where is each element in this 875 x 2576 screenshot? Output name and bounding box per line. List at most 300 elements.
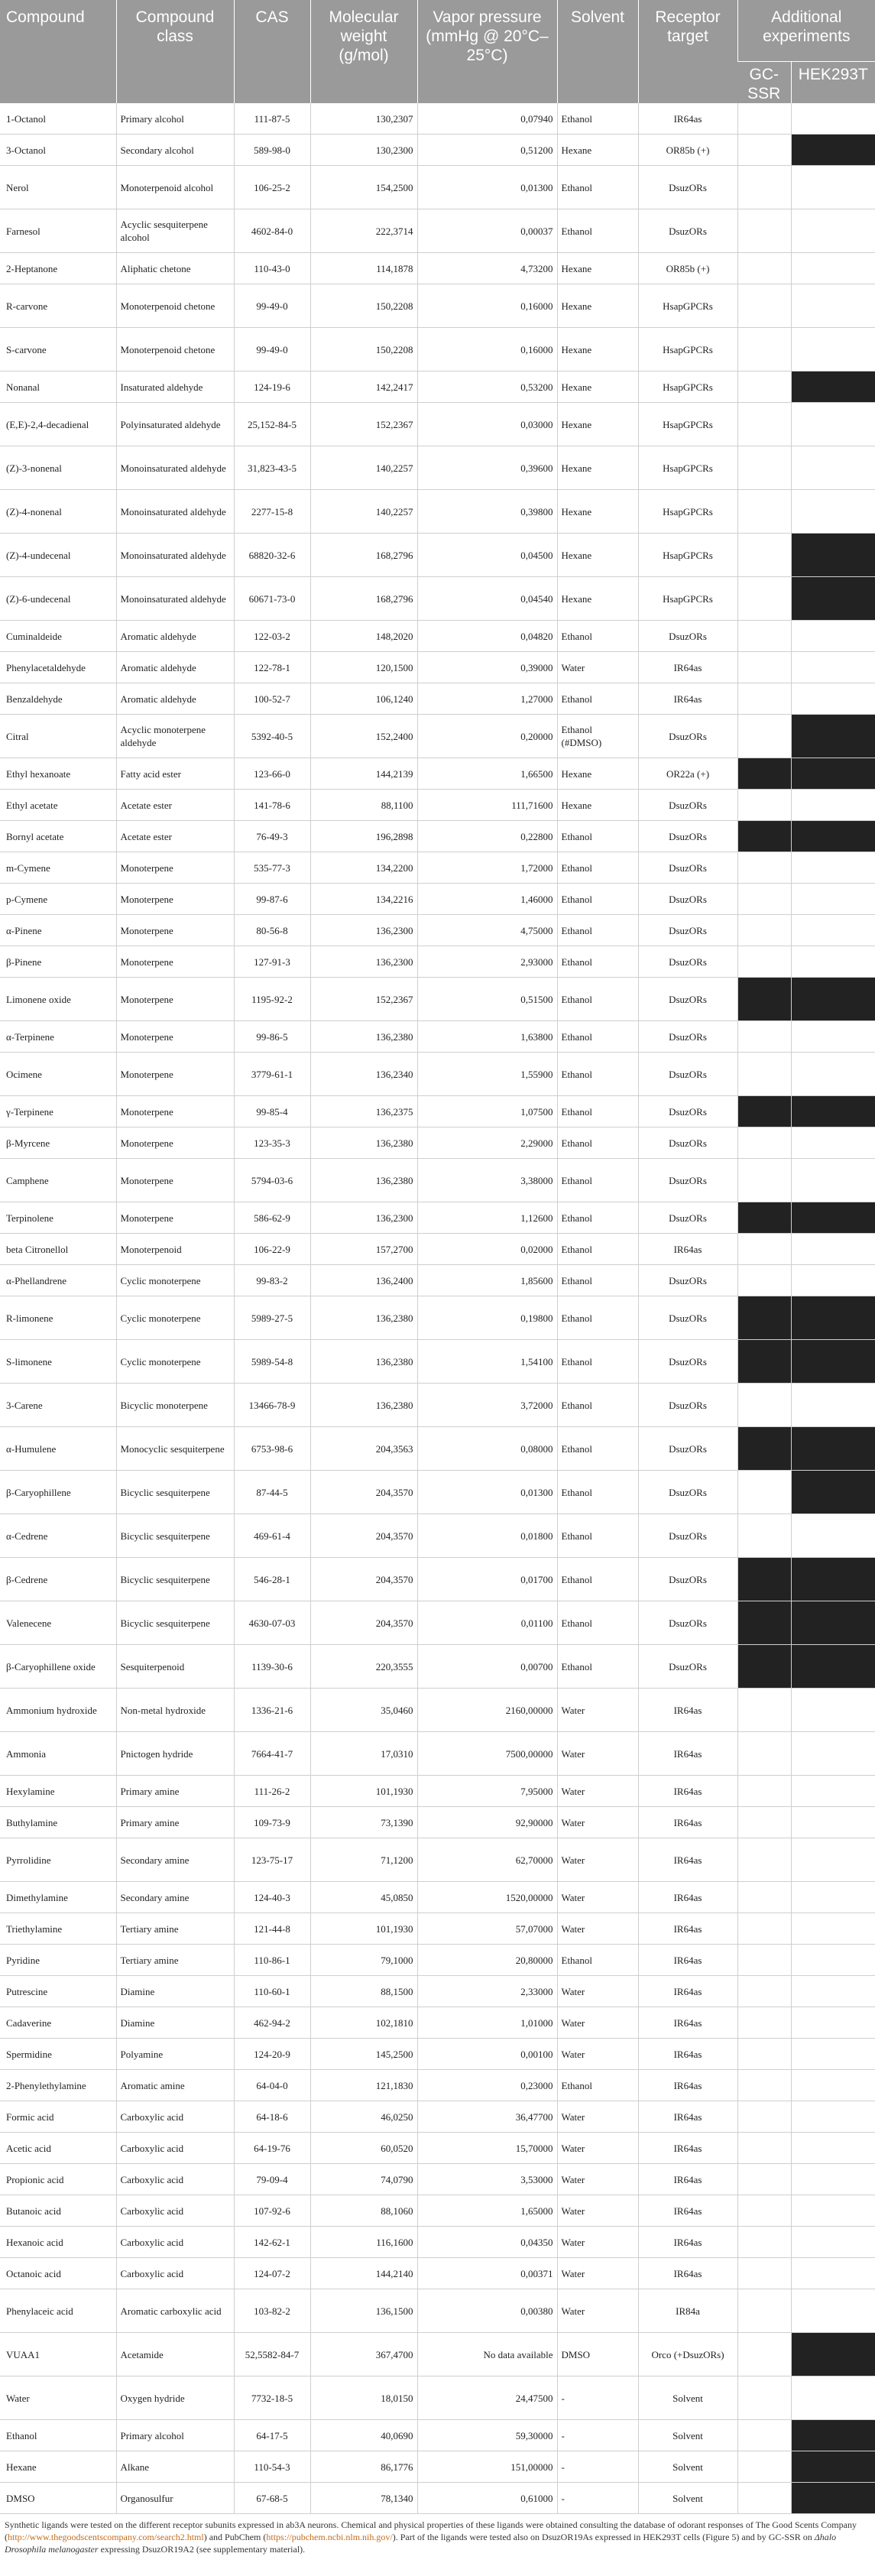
cas-cell: 1195-92-2 <box>234 978 310 1021</box>
table-row <box>0 1838 875 1882</box>
hek293t-cell <box>791 2376 875 2420</box>
vapor-pressure-cell: 0,19800 <box>417 1296 557 1340</box>
vapor-pressure-cell: 151,00000 <box>417 2451 557 2483</box>
compound-class-cell: Non-metal hydroxide <box>116 1689 234 1732</box>
cas-cell: 121-44-8 <box>234 1913 310 1945</box>
header-receptor-target: Receptor target <box>638 0 737 103</box>
molecular-weight-cell: 73,1390 <box>310 1807 417 1838</box>
cas-cell: 99-86-5 <box>234 1021 310 1053</box>
hek293t-cell <box>791 790 875 821</box>
compound-cell: β-Caryophillene oxide <box>0 1645 116 1689</box>
vapor-pressure-cell: 0,00100 <box>417 2039 557 2070</box>
receptor-target-cell: HsapGPCRs <box>638 403 737 446</box>
table-row <box>0 915 875 946</box>
compound-cell: 3-Carene <box>0 1384 116 1427</box>
compound-class-cell: Aromatic amine <box>116 2070 234 2101</box>
gc-ssr-cell <box>737 2133 791 2164</box>
hek293t-cell <box>791 135 875 166</box>
receptor-target-cell: IR64as <box>638 2227 737 2258</box>
solvent-cell: Water <box>557 1838 638 1882</box>
compound-class-cell: Acetamide <box>116 2333 234 2376</box>
vapor-pressure-cell: 0,01100 <box>417 1601 557 1645</box>
compound-cell: (Z)-3-nonenal <box>0 446 116 490</box>
footnote-link-pubchem[interactable]: https://pubchem.ncbi.nlm.nih.gov/ <box>266 2532 393 2542</box>
gc-ssr-cell <box>737 978 791 1021</box>
footnote-link-goodscents[interactable]: http://www.thegoodscentscompany.com/search2.html <box>8 2532 204 2542</box>
table-row <box>0 2164 875 2195</box>
hek293t-cell <box>791 1340 875 1384</box>
gc-ssr-cell <box>737 1427 791 1471</box>
table-row <box>0 2258 875 2289</box>
molecular-weight-cell: 136,2300 <box>310 946 417 978</box>
compound-class-cell: Acetate ester <box>116 790 234 821</box>
compound-cell: Limonene oxide <box>0 978 116 1021</box>
gc-ssr-cell <box>737 2376 791 2420</box>
receptor-target-cell: Solvent <box>638 2420 737 2451</box>
solvent-cell: Hexane <box>557 446 638 490</box>
receptor-target-cell: IR64as <box>638 1976 737 2007</box>
molecular-weight-cell: 79,1000 <box>310 1945 417 1976</box>
solvent-cell: Hexane <box>557 328 638 371</box>
gc-ssr-cell <box>737 284 791 328</box>
table-row <box>0 1514 875 1558</box>
compound-cell: Phenylaceic acid <box>0 2289 116 2333</box>
receptor-target-cell: DsuzORs <box>638 821 737 852</box>
vapor-pressure-cell: 111,71600 <box>417 790 557 821</box>
cas-cell: 80-56-8 <box>234 915 310 946</box>
cas-cell: 122-03-2 <box>234 621 310 652</box>
compound-class-cell: Cyclic monoterpene <box>116 1265 234 1296</box>
vapor-pressure-cell: 0,51500 <box>417 978 557 1021</box>
cas-cell: 99-49-0 <box>234 328 310 371</box>
receptor-target-cell: DsuzORs <box>638 166 737 209</box>
receptor-target-cell: IR64as <box>638 1838 737 1882</box>
hek293t-cell <box>791 1159 875 1202</box>
table-row <box>0 852 875 884</box>
receptor-target-cell: DsuzORs <box>638 1645 737 1689</box>
gc-ssr-cell <box>737 2289 791 2333</box>
compound-class-cell: Monoterpene <box>116 1021 234 1053</box>
gc-ssr-cell <box>737 1127 791 1159</box>
hek293t-cell <box>791 209 875 253</box>
receptor-target-cell: IR64as <box>638 2133 737 2164</box>
molecular-weight-cell: 40,0690 <box>310 2420 417 2451</box>
molecular-weight-cell: 136,2400 <box>310 1265 417 1296</box>
compound-class-cell: Sesquiterpenoid <box>116 1645 234 1689</box>
cas-cell: 142-62-1 <box>234 2227 310 2258</box>
cas-cell: 535-77-3 <box>234 852 310 884</box>
vapor-pressure-cell: 1,54100 <box>417 1340 557 1384</box>
table-row <box>0 1913 875 1945</box>
compound-class-cell: Monoterpene <box>116 1159 234 1202</box>
solvent-cell: Ethanol <box>557 1234 638 1265</box>
compound-class-cell: Acyclic monoterpene aldehyde <box>116 715 234 758</box>
hek293t-cell <box>791 403 875 446</box>
solvent-cell: Ethanol <box>557 915 638 946</box>
molecular-weight-cell: 88,1100 <box>310 790 417 821</box>
gc-ssr-cell <box>737 1265 791 1296</box>
gc-ssr-cell <box>737 915 791 946</box>
table-row <box>0 534 875 577</box>
table-row <box>0 790 875 821</box>
molecular-weight-cell: 154,2500 <box>310 166 417 209</box>
hek293t-cell <box>791 1096 875 1127</box>
compound-cell: Hexylamine <box>0 1776 116 1807</box>
cas-cell: 103-82-2 <box>234 2289 310 2333</box>
molecular-weight-cell: 136,2380 <box>310 1159 417 1202</box>
receptor-target-cell: IR84a <box>638 2289 737 2333</box>
cas-cell: 1139-30-6 <box>234 1645 310 1689</box>
vapor-pressure-cell: 4,73200 <box>417 253 557 284</box>
molecular-weight-cell: 144,2140 <box>310 2258 417 2289</box>
molecular-weight-cell: 220,3555 <box>310 1645 417 1689</box>
table-row <box>0 1265 875 1296</box>
compound-class-cell: Organosulfur <box>116 2483 234 2514</box>
compound-class-cell: Fatty acid ester <box>116 758 234 790</box>
vapor-pressure-cell: 1,63800 <box>417 1021 557 1053</box>
compound-cell: S-carvone <box>0 328 116 371</box>
hek293t-cell <box>791 821 875 852</box>
compound-class-cell: Primary alcohol <box>116 103 234 135</box>
solvent-cell: Ethanol <box>557 821 638 852</box>
gc-ssr-cell <box>737 1384 791 1427</box>
solvent-cell: Ethanol <box>557 1427 638 1471</box>
molecular-weight-cell: 136,2380 <box>310 1340 417 1384</box>
table-row <box>0 1776 875 1807</box>
vapor-pressure-cell: 0,07940 <box>417 103 557 135</box>
table-row <box>0 1096 875 1127</box>
compound-cell: β-Pinene <box>0 946 116 978</box>
gc-ssr-cell <box>737 534 791 577</box>
hek293t-cell <box>791 652 875 683</box>
gc-ssr-cell <box>737 852 791 884</box>
vapor-pressure-cell: 1,85600 <box>417 1265 557 1296</box>
cas-cell: 586-62-9 <box>234 1202 310 1234</box>
compound-cell: Ocimene <box>0 1053 116 1096</box>
receptor-target-cell: DsuzORs <box>638 1127 737 1159</box>
table-row <box>0 2133 875 2164</box>
table-row <box>0 884 875 915</box>
compound-cell: Camphene <box>0 1159 116 1202</box>
molecular-weight-cell: 152,2367 <box>310 978 417 1021</box>
molecular-weight-cell: 74,0790 <box>310 2164 417 2195</box>
cas-cell: 110-60-1 <box>234 1976 310 2007</box>
gc-ssr-cell <box>737 2101 791 2133</box>
vapor-pressure-cell: 1,01000 <box>417 2007 557 2039</box>
table-row <box>0 2376 875 2420</box>
cas-cell: 127-91-3 <box>234 946 310 978</box>
molecular-weight-cell: 136,2300 <box>310 915 417 946</box>
hek293t-cell <box>791 1296 875 1340</box>
gc-ssr-cell <box>737 1558 791 1601</box>
compound-class-cell: Tertiary amine <box>116 1945 234 1976</box>
receptor-target-cell: IR64as <box>638 2164 737 2195</box>
solvent-cell: Water <box>557 2227 638 2258</box>
compound-class-cell: Aromatic aldehyde <box>116 652 234 683</box>
gc-ssr-cell <box>737 1296 791 1340</box>
hek293t-cell <box>791 2039 875 2070</box>
receptor-target-cell: IR64as <box>638 2195 737 2227</box>
footnote-text: Synthetic ligands were tested on the different receptor subunits expressed in ab3A neurons. Chemical and physical properties of these ligands were obtained consulting the database of odorant responses of The Good Scents Company ( <box>5 2519 857 2542</box>
cas-cell: 124-07-2 <box>234 2258 310 2289</box>
vapor-pressure-cell: 0,01300 <box>417 166 557 209</box>
cas-cell: 109-73-9 <box>234 1807 310 1838</box>
solvent-cell: Ethanol <box>557 1159 638 1202</box>
hek293t-cell <box>791 1021 875 1053</box>
solvent-cell: Ethanol <box>557 683 638 715</box>
cas-cell: 64-17-5 <box>234 2420 310 2451</box>
solvent-cell: Hexane <box>557 577 638 621</box>
gc-ssr-cell <box>737 1689 791 1732</box>
compound-cell: Phenylacetaldehyde <box>0 652 116 683</box>
hek293t-cell <box>791 1838 875 1882</box>
cas-cell: 111-87-5 <box>234 103 310 135</box>
compound-cell: γ-Terpinene <box>0 1096 116 1127</box>
hek293t-cell <box>791 852 875 884</box>
hek293t-cell <box>791 2101 875 2133</box>
solvent-cell: Ethanol <box>557 209 638 253</box>
vapor-pressure-cell: 2,33000 <box>417 1976 557 2007</box>
solvent-cell: Ethanol <box>557 2070 638 2101</box>
molecular-weight-cell: 204,3570 <box>310 1601 417 1645</box>
vapor-pressure-cell: 2160,00000 <box>417 1689 557 1732</box>
compound-class-cell: Bicyclic sesquiterpene <box>116 1558 234 1601</box>
hek293t-cell <box>791 1202 875 1234</box>
cas-cell: 469-61-4 <box>234 1514 310 1558</box>
compound-cell: DMSO <box>0 2483 116 2514</box>
footnote-text: expressing DsuzOR19A2 (see supplementary material). <box>98 2544 306 2555</box>
compound-class-cell: Bicyclic monoterpene <box>116 1384 234 1427</box>
solvent-cell: Ethanol <box>557 946 638 978</box>
vapor-pressure-cell: 0,39000 <box>417 652 557 683</box>
hek293t-cell <box>791 534 875 577</box>
cas-cell: 76-49-3 <box>234 821 310 852</box>
gc-ssr-cell <box>737 2007 791 2039</box>
cas-cell: 2277-15-8 <box>234 490 310 534</box>
gc-ssr-cell <box>737 2258 791 2289</box>
receptor-target-cell: DsuzORs <box>638 790 737 821</box>
compound-cell: (Z)-4-undecenal <box>0 534 116 577</box>
solvent-cell: Water <box>557 2289 638 2333</box>
cas-cell: 67-68-5 <box>234 2483 310 2514</box>
molecular-weight-cell: 136,2340 <box>310 1053 417 1096</box>
hek293t-cell <box>791 1776 875 1807</box>
molecular-weight-cell: 17,0310 <box>310 1732 417 1776</box>
vapor-pressure-cell: 0,39600 <box>417 446 557 490</box>
hek293t-cell <box>791 2258 875 2289</box>
vapor-pressure-cell: 0,04820 <box>417 621 557 652</box>
compound-cell: Triethylamine <box>0 1913 116 1945</box>
hek293t-cell <box>791 1514 875 1558</box>
table-row <box>0 371 875 403</box>
receptor-target-cell: HsapGPCRs <box>638 577 737 621</box>
molecular-weight-cell: 144,2139 <box>310 758 417 790</box>
compound-cell: 3-Octanol <box>0 135 116 166</box>
molecular-weight-cell: 88,1060 <box>310 2195 417 2227</box>
solvent-cell: Ethanol <box>557 1514 638 1558</box>
solvent-cell: Hexane <box>557 135 638 166</box>
vapor-pressure-cell: 0,01700 <box>417 1558 557 1601</box>
compound-cell: Cadaverine <box>0 2007 116 2039</box>
solvent-cell: Ethanol <box>557 1202 638 1234</box>
solvent-cell: Water <box>557 2039 638 2070</box>
hek293t-cell <box>791 1689 875 1732</box>
cas-cell: 68820-32-6 <box>234 534 310 577</box>
cas-cell: 60671-73-0 <box>234 577 310 621</box>
header-additional-experiments: Additional experiments <box>737 0 875 62</box>
hek293t-cell <box>791 166 875 209</box>
cas-cell: 5989-54-8 <box>234 1340 310 1384</box>
receptor-target-cell: DsuzORs <box>638 1384 737 1427</box>
table-row <box>0 1882 875 1913</box>
compound-cell: Octanoic acid <box>0 2258 116 2289</box>
hek293t-cell <box>791 715 875 758</box>
cas-cell: 123-35-3 <box>234 1127 310 1159</box>
vapor-pressure-cell: 0,53200 <box>417 371 557 403</box>
compound-cell: R-limonene <box>0 1296 116 1340</box>
receptor-target-cell: IR64as <box>638 683 737 715</box>
header-cas: CAS <box>234 0 310 103</box>
compound-cell: α-Humulene <box>0 1427 116 1471</box>
compound-class-cell: Acetate ester <box>116 821 234 852</box>
receptor-target-cell: DsuzORs <box>638 1159 737 1202</box>
vapor-pressure-cell: 0,20000 <box>417 715 557 758</box>
table-row <box>0 490 875 534</box>
receptor-target-cell: DsuzORs <box>638 852 737 884</box>
hek293t-cell <box>791 2007 875 2039</box>
solvent-cell: Water <box>557 1807 638 1838</box>
compound-class-cell: Monoterpene <box>116 946 234 978</box>
compound-class-cell: Insaturated aldehyde <box>116 371 234 403</box>
gc-ssr-cell <box>737 1096 791 1127</box>
cas-cell: 107-92-6 <box>234 2195 310 2227</box>
table-row <box>0 2333 875 2376</box>
table-row <box>0 621 875 652</box>
cas-cell: 110-54-3 <box>234 2451 310 2483</box>
table-row <box>0 1807 875 1838</box>
gc-ssr-cell <box>737 884 791 915</box>
gc-ssr-cell <box>737 103 791 135</box>
table-row <box>0 946 875 978</box>
header-gc-ssr: GC-SSR <box>737 62 791 104</box>
gc-ssr-cell <box>737 715 791 758</box>
compound-cell: Butanoic acid <box>0 2195 116 2227</box>
solvent-cell: Hexane <box>557 403 638 446</box>
compound-class-cell: Carboxylic acid <box>116 2101 234 2133</box>
cas-cell: 111-26-2 <box>234 1776 310 1807</box>
header-hek293t: HEK293T <box>791 62 875 104</box>
gc-ssr-cell <box>737 1234 791 1265</box>
compound-class-cell: Monoterpene <box>116 1202 234 1234</box>
compound-cell: Acetic acid <box>0 2133 116 2164</box>
solvent-cell: Water <box>557 2133 638 2164</box>
table-row <box>0 715 875 758</box>
hek293t-cell <box>791 284 875 328</box>
table-row <box>0 652 875 683</box>
receptor-target-cell: DsuzORs <box>638 1296 737 1340</box>
vapor-pressure-cell: 1,66500 <box>417 758 557 790</box>
solvent-cell: - <box>557 2376 638 2420</box>
table-row <box>0 1732 875 1776</box>
compound-cell: Nonanal <box>0 371 116 403</box>
cas-cell: 106-25-2 <box>234 166 310 209</box>
hek293t-cell <box>791 1265 875 1296</box>
table-row <box>0 1202 875 1234</box>
hek293t-cell <box>791 2289 875 2333</box>
vapor-pressure-cell: 7,95000 <box>417 1776 557 1807</box>
receptor-target-cell: OR85b (+) <box>638 135 737 166</box>
compound-class-cell: Acyclic sesquiterpene alcohol <box>116 209 234 253</box>
compound-cell: α-Pinene <box>0 915 116 946</box>
hek293t-cell <box>791 2227 875 2258</box>
table-row <box>0 1427 875 1471</box>
compound-class-cell: Carboxylic acid <box>116 2227 234 2258</box>
vapor-pressure-cell: 1,12600 <box>417 1202 557 1234</box>
compound-class-cell: Monoterpenoid alcohol <box>116 166 234 209</box>
header-compound-class: Compound class <box>116 0 234 103</box>
compound-class-cell: Primary amine <box>116 1776 234 1807</box>
receptor-target-cell: IR64as <box>638 1234 737 1265</box>
compound-cell: Farnesol <box>0 209 116 253</box>
molecular-weight-cell: 136,1500 <box>310 2289 417 2333</box>
compound-cell: m-Cymene <box>0 852 116 884</box>
header-compound: Compound <box>0 0 116 103</box>
table-row <box>0 683 875 715</box>
receptor-target-cell: IR64as <box>638 1732 737 1776</box>
compound-class-cell: Monoterpene <box>116 915 234 946</box>
table-row <box>0 2227 875 2258</box>
gc-ssr-cell <box>737 2333 791 2376</box>
receptor-target-cell: DsuzORs <box>638 915 737 946</box>
vapor-pressure-cell: 0,00700 <box>417 1645 557 1689</box>
hek293t-cell <box>791 2420 875 2451</box>
solvent-cell: Water <box>557 1976 638 2007</box>
vapor-pressure-cell: 1,55900 <box>417 1053 557 1096</box>
vapor-pressure-cell: 3,72000 <box>417 1384 557 1427</box>
vapor-pressure-cell: 57,07000 <box>417 1913 557 1945</box>
cas-cell: 5392-40-5 <box>234 715 310 758</box>
compound-class-cell: Aliphatic chetone <box>116 253 234 284</box>
header-vapor-pressure: Vapor pressure (mmHg @ 20°C–25°C) <box>417 0 557 103</box>
compound-class-cell: Primary amine <box>116 1807 234 1838</box>
solvent-cell: Ethanol <box>557 1127 638 1159</box>
hek293t-cell <box>791 758 875 790</box>
vapor-pressure-cell: 0,00371 <box>417 2258 557 2289</box>
compound-class-cell: Monoterpenoid chetone <box>116 328 234 371</box>
gc-ssr-cell <box>737 1514 791 1558</box>
receptor-target-cell: IR64as <box>638 1807 737 1838</box>
vapor-pressure-cell: 62,70000 <box>417 1838 557 1882</box>
hek293t-cell <box>791 683 875 715</box>
compound-class-cell: Secondary alcohol <box>116 135 234 166</box>
molecular-weight-cell: 142,2417 <box>310 371 417 403</box>
compound-class-cell: Monoinsaturated aldehyde <box>116 446 234 490</box>
vapor-pressure-cell: 0,01300 <box>417 1471 557 1514</box>
compound-cell: VUAA1 <box>0 2333 116 2376</box>
molecular-weight-cell: 121,1830 <box>310 2070 417 2101</box>
table-row <box>0 1689 875 1732</box>
vapor-pressure-cell: 1,07500 <box>417 1096 557 1127</box>
compound-class-cell: Secondary amine <box>116 1882 234 1913</box>
solvent-cell: Water <box>557 2101 638 2133</box>
hek293t-cell <box>791 328 875 371</box>
receptor-target-cell: IR64as <box>638 2007 737 2039</box>
molecular-weight-cell: 204,3570 <box>310 1514 417 1558</box>
compound-cell: Ammonium hydroxide <box>0 1689 116 1732</box>
gc-ssr-cell <box>737 446 791 490</box>
molecular-weight-cell: 102,1810 <box>310 2007 417 2039</box>
table-row <box>0 2070 875 2101</box>
